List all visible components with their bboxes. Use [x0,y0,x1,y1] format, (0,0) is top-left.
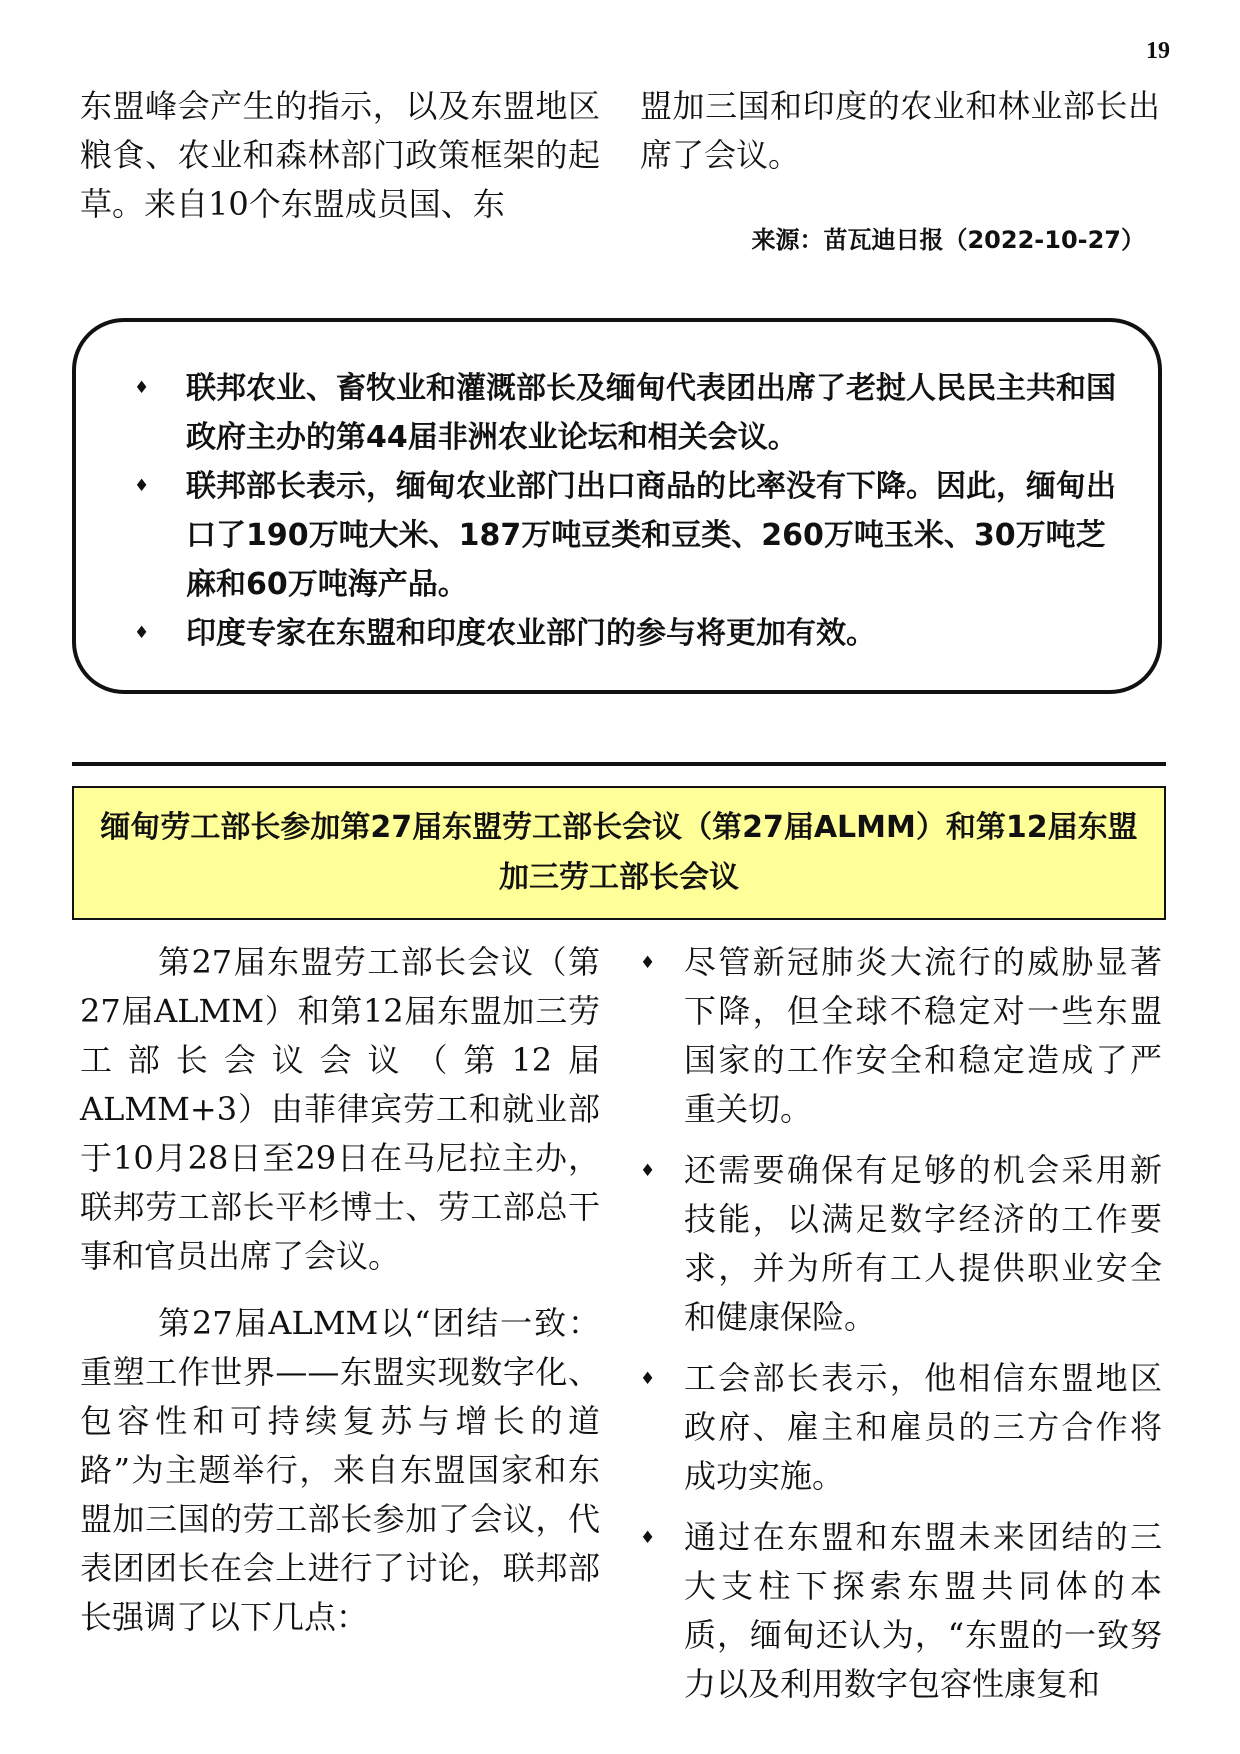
point-item-text: 通过在东盟和东盟未来团结的三大支柱下探索东盟共同体的本质，缅甸还认为，“东盟的一致努力以及利用数字包容性康复和 [684,1518,1162,1703]
highlight-item-text: 印度专家在东盟和印度农业部门的参与将更加有效。 [186,616,876,651]
point-item [640,1146,1162,1342]
section-title-text: 缅甸劳工部长参加第27届东盟劳工部长会议（第27届ALMM）和第12届东盟加三劳工部长会议 [100,810,1138,895]
diamond-bullet-icon: ♦ [134,623,150,643]
highlight-item-text: 联邦农业、畜牧业和灌溉部长及缅甸代表团出席了老挝人民民主共和国政府主办的第44届非洲农业论坛和相关会议。 [186,371,1116,455]
top-left-column [80,82,600,229]
diamond-bullet-icon: ♦ [640,1528,656,1548]
diamond-bullet-icon: ♦ [640,1369,656,1389]
highlight-item [106,609,1128,658]
top-right-column [640,82,1160,180]
highlight-box [72,318,1162,694]
diamond-bullet-icon: ♦ [134,476,150,496]
highlight-list [106,364,1128,658]
diamond-bullet-icon: ♦ [134,378,150,398]
highlight-item [106,462,1128,609]
source-citation: 来源：苗瓦迪日报（2022-10-27） [751,226,1145,254]
body-paragraph: 第27届东盟劳工部长会议（第27届ALMM）和第12届东盟加三劳工部长会议会议（第12届ALMM+3）由菲律宾劳工和就业部于10月28日至29日在马尼拉主办，联邦劳工部长平杉博士、劳工部总干事和官员出席了会议。 [80,943,600,1275]
point-item [640,1354,1162,1501]
bottom-left-column [80,938,600,1642]
body-paragraph: 第27届ALMM以“团结一致：重塑工作世界——东盟实现数字化、包容性和可持续复苏与增长的道路”为主题举行，来自东盟国家和东盟加三国的劳工部长参加了会议，代表团团长在会上进行了讨论，联邦部长强调了以下几点： [80,1304,600,1636]
diamond-bullet-icon: ♦ [640,1161,656,1181]
page-number: 19 [1146,38,1170,64]
points-list [640,938,1162,1709]
point-item-text: 还需要确保有足够的机会采用新技能，以满足数字经济的工作要求，并为所有工人提供职业安全和健康保险。 [684,1151,1162,1336]
point-item [640,938,1162,1134]
diamond-bullet-icon: ♦ [640,953,656,973]
highlight-item [106,364,1128,462]
point-item-text: 尽管新冠肺炎大流行的威胁显著下降，但全球不稳定对一些东盟国家的工作安全和稳定造成了严重关切。 [684,943,1162,1128]
body-paragraph: 盟加三国和印度的农业和林业部长出席了会议。 [640,87,1160,174]
bottom-right-column [640,938,1162,1721]
section-divider [72,762,1166,766]
point-item [640,1513,1162,1709]
highlight-item-text: 联邦部长表示，缅甸农业部门出口商品的比率没有下降。因此，缅甸出口了190万吨大米、187万吨豆类和豆类、260万吨玉米、30万吨芝麻和60万吨海产品。 [186,469,1116,602]
section-title [72,786,1166,920]
point-item-text: 工会部长表示，他相信东盟地区政府、雇主和雇员的三方合作将成功实施。 [684,1359,1162,1495]
body-paragraph: 东盟峰会产生的指示，以及东盟地区粮食、农业和森林部门政策框架的起草。来自10个东盟成员国、东 [80,87,600,223]
